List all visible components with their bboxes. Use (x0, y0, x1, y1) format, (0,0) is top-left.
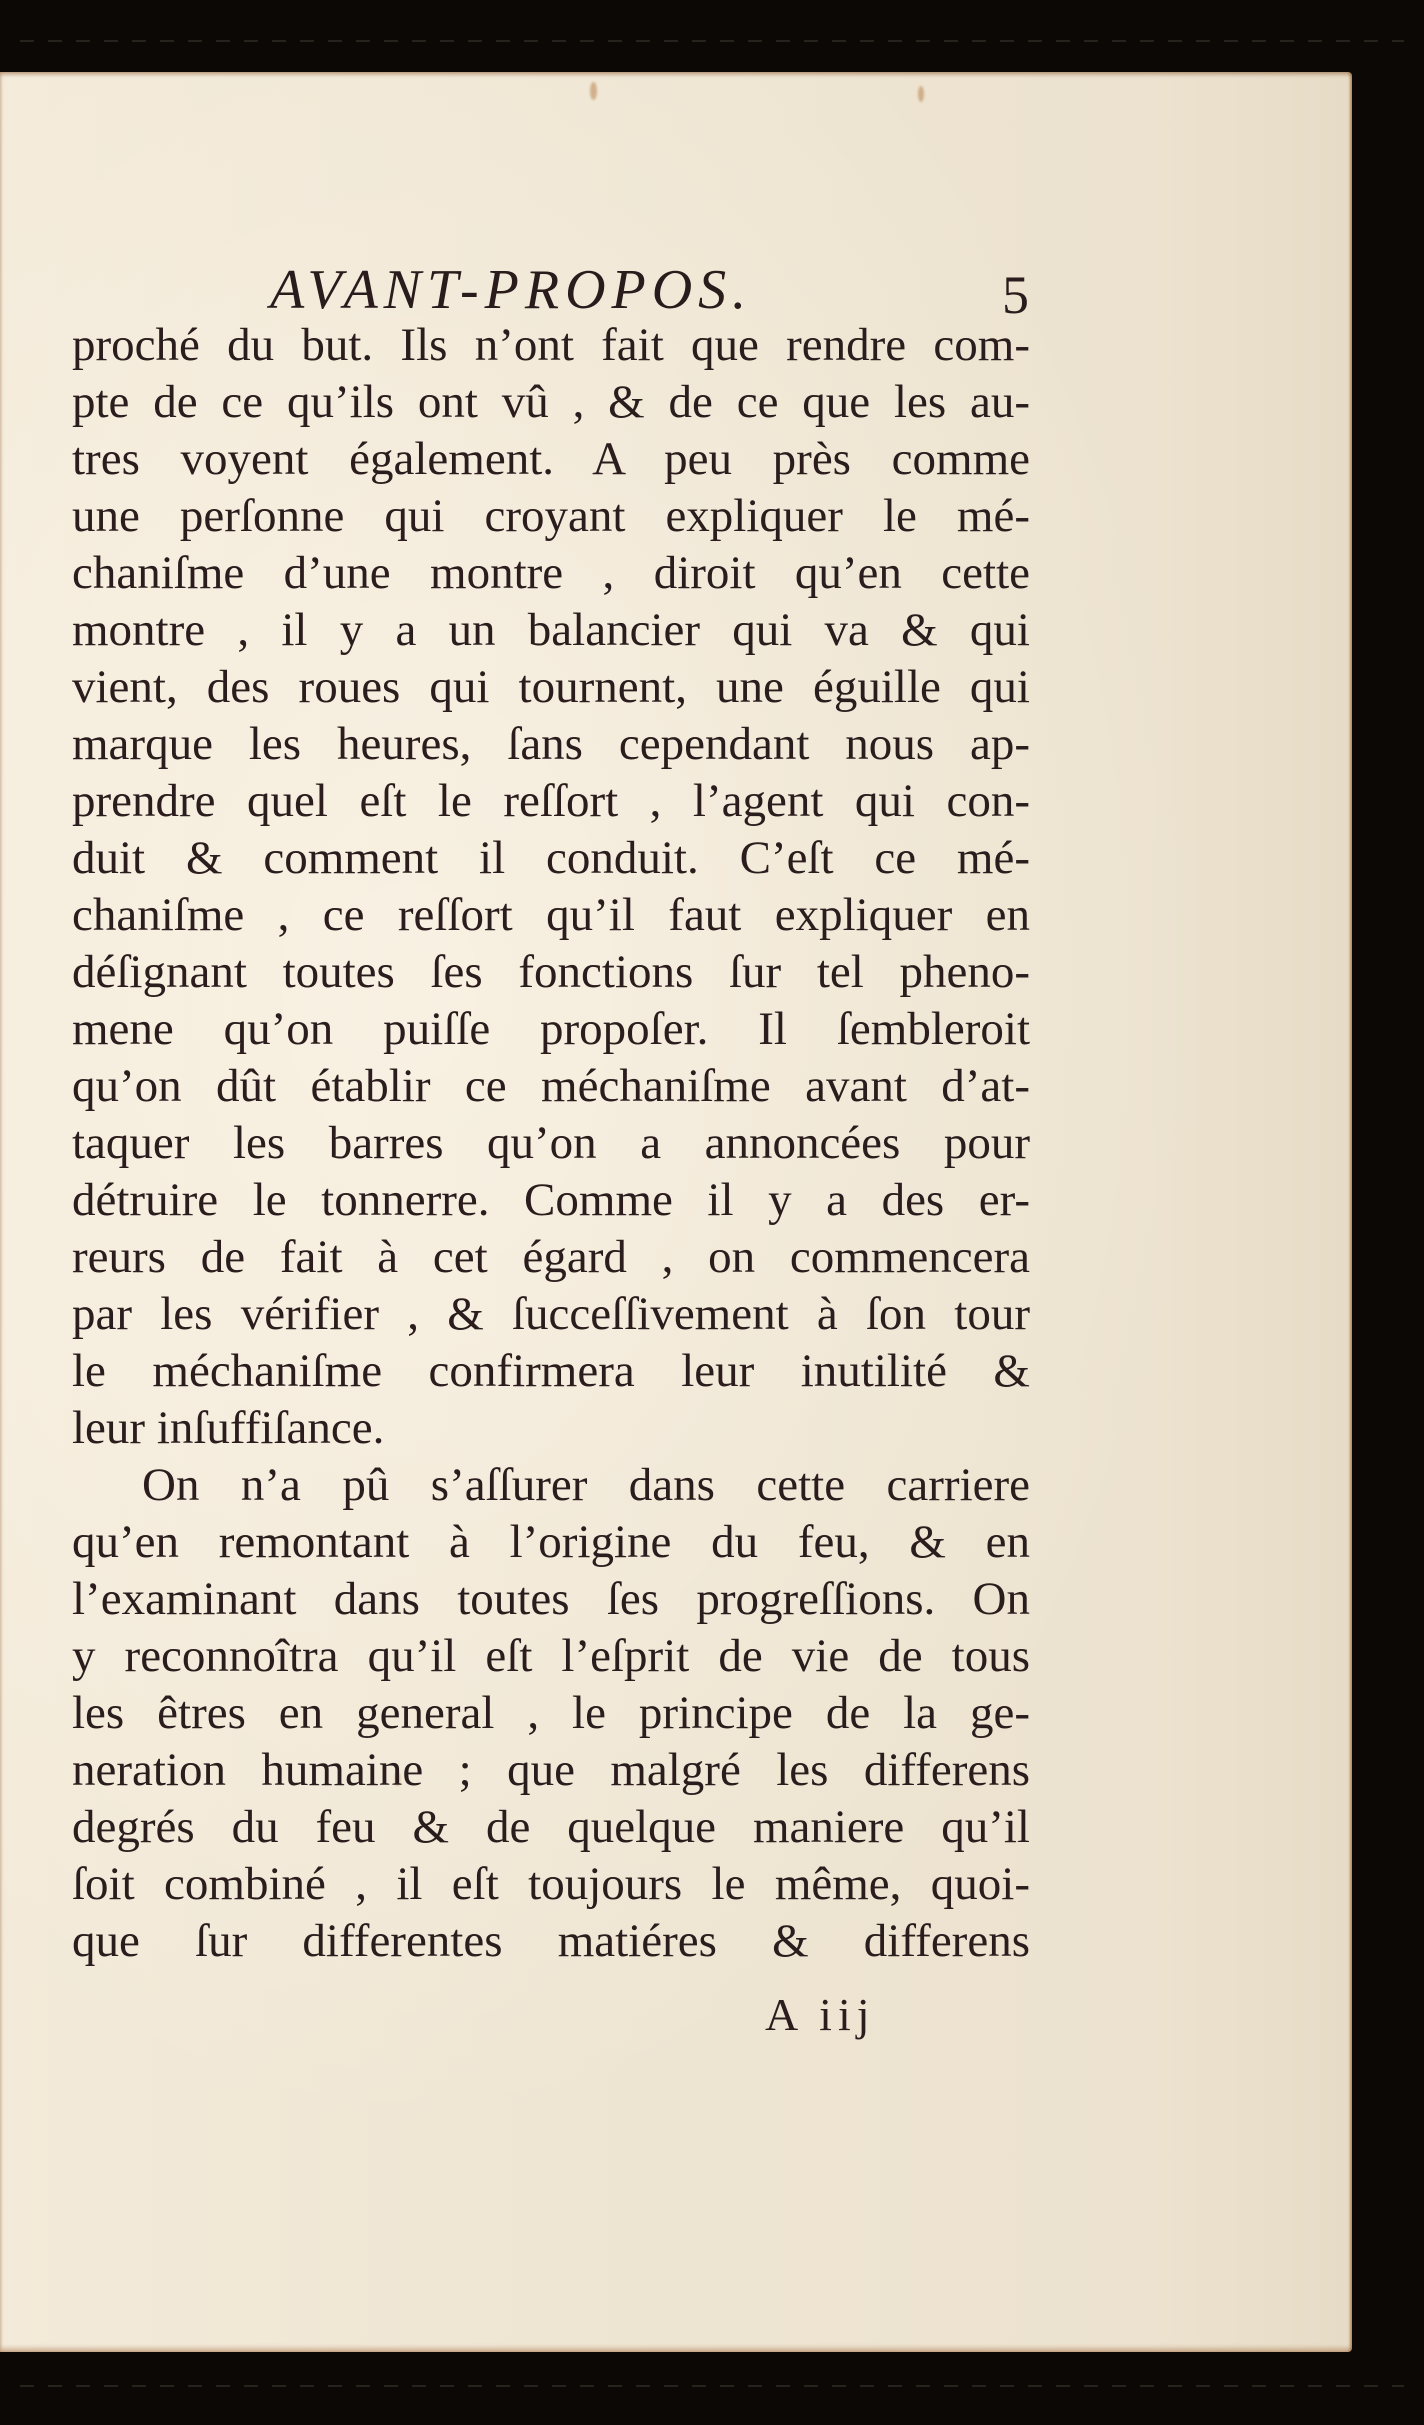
text-line: neration humaine ; que malgré les differens (72, 1744, 1030, 1796)
text-line: ſoit combiné , il eſt toujours le même, quoi- (72, 1858, 1030, 1910)
book-page (0, 72, 1352, 2352)
text-line: y reconnoîtra qu’il eſt l’eſprit de vie de tous (72, 1630, 1030, 1682)
text-line: montre , il y a un balancier qui va & qui (72, 604, 1030, 656)
text-line: duit & comment il conduit. C’eſt ce mé- (72, 832, 1030, 884)
page-number: 5 (1002, 265, 1029, 325)
foxing-spot (918, 86, 924, 102)
text-line: marque les heures, ſans cependant nous ap- (72, 718, 1030, 770)
scan-border-stitch-top (20, 40, 1404, 42)
text-line: détruire le tonnerre. Comme il y a des er- (72, 1174, 1030, 1226)
text-line: prendre quel eſt le reſſort , l’agent qui con- (72, 775, 1030, 827)
text-line: déſignant toutes ſes fonctions ſur tel pheno- (72, 946, 1030, 998)
text-line: par les vérifier , & ſucceſſivement à ſon tour (72, 1288, 1030, 1340)
foxing-spot (590, 82, 597, 100)
text-line: chaniſme d’une montre , diroit qu’en cette (72, 547, 1030, 599)
scan-border-stitch-bottom (20, 2385, 1404, 2387)
text-line: l’examinant dans toutes ſes progreſſions. On (72, 1573, 1030, 1625)
body-text (72, 317, 1030, 1970)
text-line: vient, des roues qui tournent, une éguille qui (72, 661, 1030, 713)
text-line: taquer les barres qu’on a annoncées pour (72, 1117, 1030, 1169)
text-line: On n’a pû s’aſſurer dans cette carriere (142, 1459, 1030, 1511)
text-line: qu’en remontant à l’origine du feu, & en (72, 1516, 1030, 1568)
text-line: proché du but. Ils n’ont fait que rendre com- (72, 319, 1030, 371)
text-line: pte de ce qu’ils ont vû , & de ce que les au- (72, 376, 1030, 428)
text-line: reurs de fait à cet égard , on commencera (72, 1231, 1030, 1283)
text-line: leur inſuffiſance. (72, 1402, 385, 1454)
text-line: le méchaniſme confirmera leur inutilité & (72, 1345, 1030, 1397)
text-line: que ſur differentes matiéres & differens (72, 1915, 1030, 1967)
text-line: degrés du feu & de quelque maniere qu’il (72, 1801, 1030, 1853)
text-line: tres voyent également. A peu près comme (72, 433, 1030, 485)
text-line: les êtres en general , le principe de la ge- (72, 1687, 1030, 1739)
text-line: chaniſme , ce reſſort qu’il faut expliquer en (72, 889, 1030, 941)
running-head-title: AVANT-PROPOS. (270, 259, 753, 321)
text-line: mene qu’on puiſſe propoſer. Il ſembleroit (72, 1003, 1030, 1055)
text-line: qu’on dût établir ce méchaniſme avant d’at- (72, 1060, 1030, 1112)
signature-mark: A iij (765, 1989, 876, 2040)
text-line: une perſonne qui croyant expliquer le mé- (72, 490, 1030, 542)
